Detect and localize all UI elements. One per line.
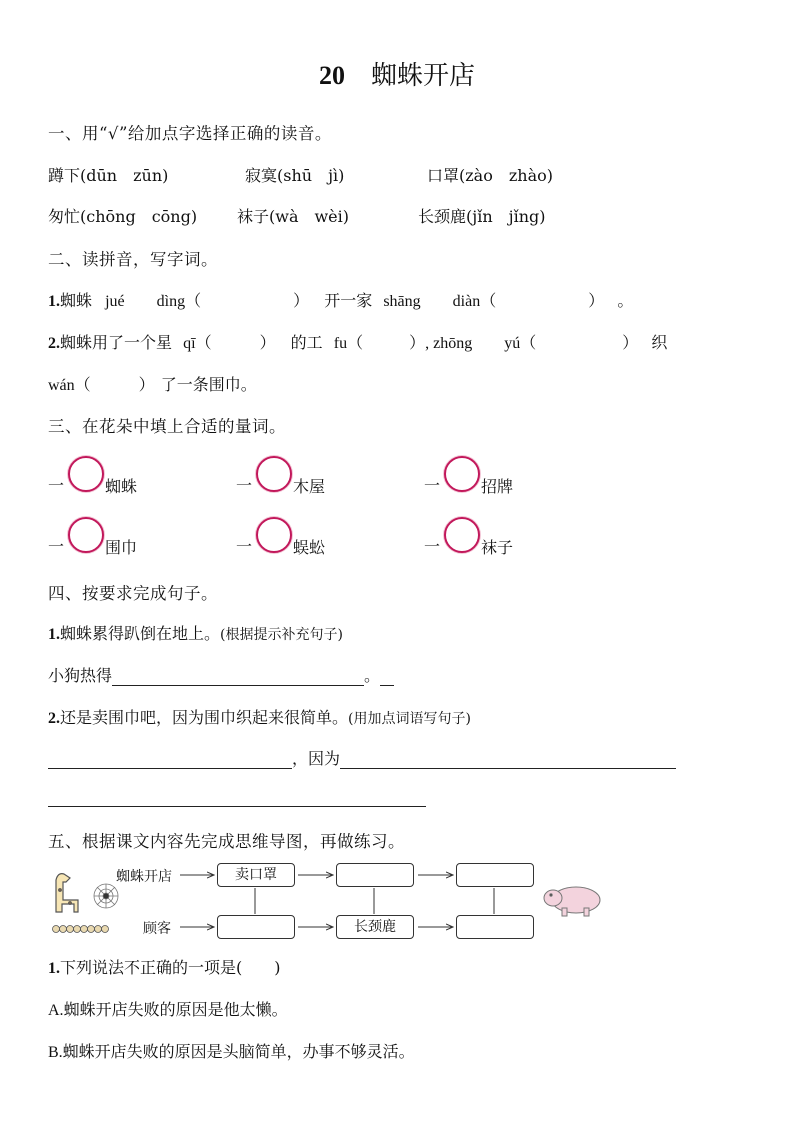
flower-dash: 一 <box>424 476 441 495</box>
lesson-number: 20 <box>318 61 345 90</box>
measure-word-noun: 蜘蛛 <box>105 477 138 496</box>
q-text: 还是卖围巾吧，因为围巾织起来很简单。 <box>60 708 349 727</box>
measure-word-noun: 招牌 <box>481 477 514 496</box>
pinyin: fu <box>333 335 348 352</box>
measure-word-noun: 袜子 <box>481 538 514 557</box>
flower-dash: 一 <box>48 537 65 556</box>
answer-prefix: 小狗热得 <box>48 666 113 685</box>
option-text: 蜘蛛开店失败的原因是头脑简单，办事不够灵活。 <box>62 1042 415 1061</box>
map-box: 卖口罩 <box>217 863 295 887</box>
section-2-heading: 二、读拼音，写字词。 <box>48 250 218 269</box>
q-text: 蜘蛛用了一个星 <box>60 333 173 352</box>
question-number: 1. <box>48 626 60 643</box>
option-letter: A. <box>48 1002 64 1019</box>
option-letter: B. <box>48 1044 63 1061</box>
q-end: 。 <box>364 666 381 685</box>
section-5-heading: 五、根据课文内容先完成思维导图，再做练习。 <box>48 832 405 851</box>
question-number: 2. <box>48 710 60 727</box>
flower-dash: 一 <box>48 476 65 495</box>
lesson-title: 蜘蛛开店 <box>370 61 475 91</box>
arrow-icon <box>180 875 494 927</box>
pinyin-item: 寂寞(shū jì) <box>245 166 345 185</box>
pinyin-item: 长颈鹿(jǐn jǐng) <box>418 207 546 226</box>
s2-question-2: 2.蜘蛛用了一个星 qī（ ） 的工 fu（ ）, zhōng yú（ ） 织 <box>48 333 668 352</box>
pinyin: jué dìng <box>105 293 186 310</box>
s2-question-2-cont: wán（ ） 了一条围巾。 <box>48 375 257 394</box>
q-text: 织 <box>651 333 668 352</box>
flower-dash: 一 <box>236 537 253 556</box>
q-text: 了一条围巾。 <box>160 375 257 394</box>
q-end: 。 <box>617 291 634 310</box>
hippo-icon <box>544 887 600 916</box>
answer-mid: ，因为 <box>292 749 341 768</box>
question-number: 1. <box>48 293 60 310</box>
q-text: 下列说法不正确的一项是( ) <box>60 958 281 977</box>
pinyin: , zhōng yú <box>425 335 521 352</box>
question-number: 1. <box>48 960 60 977</box>
s2-question-1: 1.蜘蛛 jué dìng（ ） 开一家 shāng diàn（ ） 。 <box>48 291 634 310</box>
question-number: 2. <box>48 335 60 352</box>
option-b[interactable] <box>48 1039 415 1062</box>
flower-dash: 一 <box>236 476 253 495</box>
measure-word-noun: 蜈蚣 <box>293 538 326 557</box>
pinyin: qī <box>183 335 196 352</box>
q-text: 的工 <box>290 333 323 352</box>
pinyin-item: 袜子(wà wèi) <box>237 207 350 226</box>
section-1-heading: 一、用“√”给加点字选择正确的读音。 <box>48 124 332 143</box>
q-text: 开一家 <box>324 291 373 310</box>
pinyin: wán <box>48 377 75 394</box>
section-3-heading: 三、在花朵中填上合适的量词。 <box>48 417 286 436</box>
q-hint: (根据提示补充句子) <box>220 627 343 643</box>
map-box: 长颈鹿 <box>336 915 414 939</box>
flower-dash: 一 <box>424 537 441 556</box>
option-text: 蜘蛛开店失败的原因是他太懒。 <box>63 1000 288 1019</box>
giraffe-icon <box>56 874 78 912</box>
map-row1-label: 蜘蛛开店 <box>116 869 172 885</box>
measure-word-noun: 木屋 <box>293 477 326 496</box>
q-hint: (用加点词语写句子) <box>348 711 471 727</box>
q-text: 蜘蛛 <box>60 291 93 310</box>
spider-web-icon <box>94 884 118 908</box>
section-4-heading: 四、按要求完成句子。 <box>48 584 218 603</box>
s5-question-1 <box>48 955 281 978</box>
pinyin-item: 蹲下(dūn zūn) <box>48 166 169 185</box>
pinyin-item: 匆忙(chōng cōng) <box>48 207 198 226</box>
centipede-icon <box>53 926 109 933</box>
map-row2-label: 顾客 <box>143 921 171 937</box>
q-text: 蜘蛛累得趴倒在地上。 <box>60 624 221 643</box>
option-a[interactable] <box>48 997 288 1020</box>
measure-word-noun: 围巾 <box>105 538 138 557</box>
pinyin-item: 口罩(zào zhào) <box>427 166 553 185</box>
pinyin: shāng diàn <box>383 293 481 310</box>
